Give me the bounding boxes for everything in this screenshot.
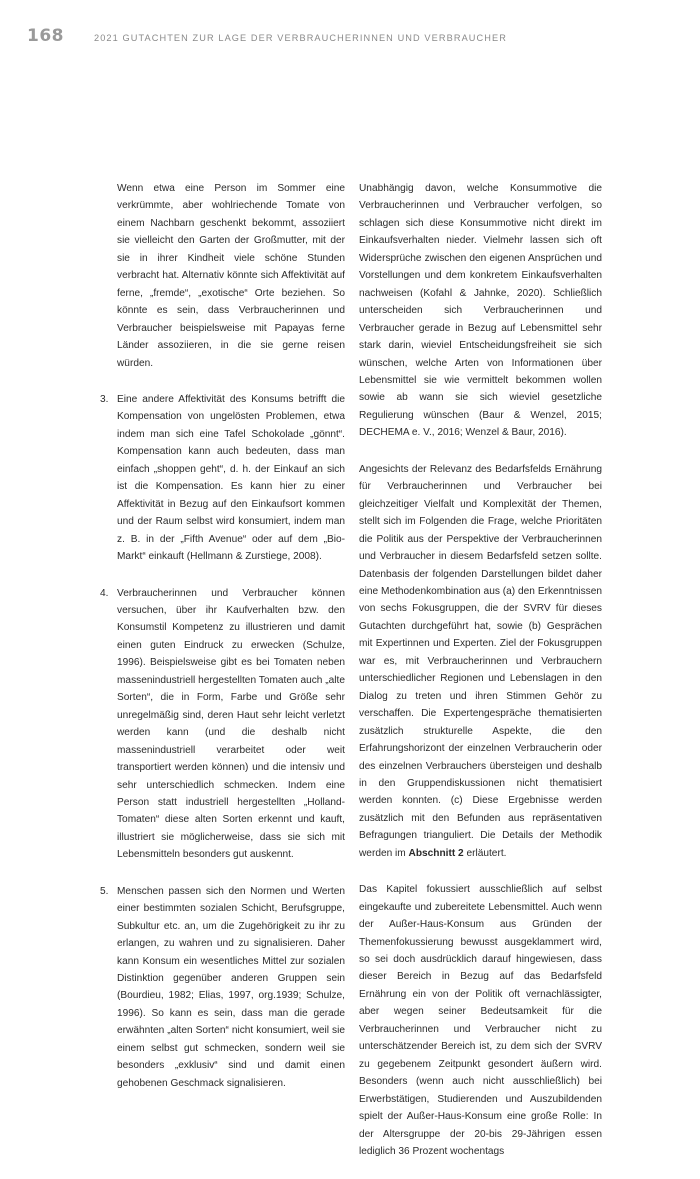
page-header: [27, 26, 673, 50]
section-reference: Abschnitt 2: [408, 847, 464, 859]
paragraph-methodology: [359, 461, 602, 862]
list-item-3: [100, 391, 345, 566]
right-column: [359, 180, 602, 1179]
intro-paragraph: Wenn etwa eine Person im Sommer eine verkrümmte, aber wohlriechende Tomate von einem Nachbarn geschenkt bekommt, assoziiert sie vielleicht den Garten der Großmutter, mit der sie in ihrer Kindheit viele schöne Stunden verbracht hat. Alternativ könnte sich Affektivität auf ferne, „fremde“, „exotische“ Orte beziehen. So könnte es sein, dass Verbraucherinnen und Verbraucher beispielsweise mit Papayas ferne Länder assoziieren, in die sie gerne reisen würden.: [117, 183, 345, 369]
methodology-text: Angesichts der Relevanz des Bedarfsfelds Ernährung für Verbraucherinnen und Verbraucher bei gleichzeitiger Vielfalt und Komplexität der Themen, stellt sich im Folgenden die Frage, welche Prioritäten die Politik aus der Perspektive der Verbraucherinnen und Verbraucher in diesem Bedarfsfeld setzen sollte. Datenbasis der folgenden Darstellungen bildet daher eine Methodenkombination aus (a) den Erkenntnissen von sechs Fokusgruppen, die der SVRV für dieses Gutachten durchgeführt hat, sowie (b) Gesprächen mit Expertinnen und Experten. Ziel der Fokusgruppen war es, mit Verbraucherinnen und Verbrauchern unterschiedlicher Regionen und Lebenslagen in den Dialog zu treten und ihren Stimmen Gehör zu verschaffen. Die Expertengespräche thematisierten zusätzlich strukturelle Aspekte, die den Erfahrungshorizont der einzelnen Verbraucherin oder des einzelnen Verbrauchers übersteigen und deshalb in den Gruppendiskussionen nicht thematisiert werden konnten. (c) Diese Ergebnisse werden zusätzlich mit den Befunden aus repräsentativen Befragungen trianguliert. Die Details der Methodik werden im: [359, 463, 602, 859]
running-title: 2021 GUTACHTEN ZUR LAGE DER VERBRAUCHERINNEN UND VERBRAUCHER: [94, 33, 507, 43]
list-item-text: Menschen passen sich den Normen und Werten einer bestimmten sozialen Schicht, Berufsgruppe, Subkultur etc. an, um die Zugehörigkeit zu ihr zu erlangen, zu wahren und zu signalisieren. Daher kann Konsum ein wesentliches Mittel zur sozialen Distinktion gegenüber anderen Gruppen sein (Bourdieu, 1982; Elias, 1997, org.1939; Schulze, 1996). So kann es sein, dass man die gerade erwähnten „alten Sorten“ nicht konsumiert, weil sie einem selbst gut schmecken, sondern weil sie besonders „exklusiv“ sind und damit einen gehobenen Geschmack signalisieren.: [117, 885, 345, 1089]
list-item-text: Verbraucherinnen und Verbraucher können versuchen, über ihr Kaufverhalten bzw. den Konsumstil Kompetenz zu illustrieren und damit einen guten Eindruck zu erwecken (Schulze, 1996). Beispielsweise gibt es bei Tomaten neben massenindustriell hergestellten Tomaten auch „alte Sorten“, die in Form, Farbe und Größe sehr unregelmäßig sind, deren Haut sehr leicht verletzt werden kann (und die deshalb nicht massenindustriell verarbeitet oder weit transportiert werden können) und die intensiv und sehr unterschiedlich schmecken. Indem eine Person statt industriell hergestellten „Holland-Tomaten“ diese alten Sorten erkennt und kauft, illustriert sie möglicherweise, dass sie sich mit Lebensmitteln besonders gut auskennt.: [117, 587, 345, 861]
list-number: 4.: [100, 587, 109, 599]
paragraph-scope: Das Kapitel fokussiert ausschließlich auf selbst eingekaufte und zubereitete Lebensmittel. Auch wenn der Außer-Haus-Konsum aus Gründen der Themenfokussierung bewusst ausgeklammert wird, so sei doch ausdrücklich darauf hingewiesen, dass dieser Bereich in Bezug auf das Bedarfsfeld Ernährung ein von der Politik oft vernachlässigter, aber wegen seiner Bedeutsamkeit für die Verbraucherinnen und Verbraucher nicht zu unterschätzender Bereich ist, zu dem sich der SVRV zu gegebenem Zeitpunkt gesondert äußern wird. Besonders (wenn auch nicht ausschließlich) bei Erwerbstätigen, Studierenden und Auszubildenden spielt der Außer-Haus-Konsum eine große Rolle: In der Altersgruppe der 20-bis 29-Jährigen essen lediglich 36 Prozent wochentags: [359, 884, 602, 1158]
left-column: [100, 180, 345, 1111]
paragraph-consumption-motives: Unabhängig davon, welche Konsummotive die Verbraucherinnen und Verbraucher verfolgen, so schlagen sich diese Konsummotive nicht direkt im Einkaufsverhalten nieder. Vielmehr lassen sich oft Widersprüche zwischen den eigenen Ansprüchen und Vorstellungen und dem konkretem Einkaufsverhalten nachweisen (Kofahl & Jahnke, 2020). Schließlich unterscheiden sich Verbraucherinnen und Verbraucher gerade in Bezug auf Lebensmittel sehr stark darin, wieviel Entscheidungsfreiheit sie sich wünschen, welche Arten von Informationen über Lebensmittel sie wie vermittelt bekommen wollen sowie ab wann sie sich wieviel gesetzliche Regulierung wünschen (Baur & Wenzel, 2015; DECHEMA e. V., 2016; Wenzel & Baur, 2016).: [359, 183, 602, 439]
page-number: 168: [27, 26, 64, 46]
methodology-text-end: erläutert.: [463, 847, 507, 859]
list-number: 3.: [100, 393, 109, 405]
list-number: 5.: [100, 885, 109, 897]
list-item-4: [100, 585, 345, 864]
list-item-5: [100, 883, 345, 1092]
list-item-text: Eine andere Affektivität des Konsums betrifft die Kompensation von ungelösten Problemen, etwa indem man sich eine Tafel Schokolade „gönnt“. Kompensation kann auch bedeuten, dass man einfach „shoppen geht“, d. h. der Einkauf an sich ist die Kompensation. Es kann hier zu einer Affektivität in Bezug auf den Einkaufsort kommen und der Raum selbst wird konsumiert, indem man z. B. in der „Fifth Avenue“ oder auf dem „Bio-Markt“ einkauft (Hellmann & Zurstiege, 2008).: [117, 393, 345, 563]
